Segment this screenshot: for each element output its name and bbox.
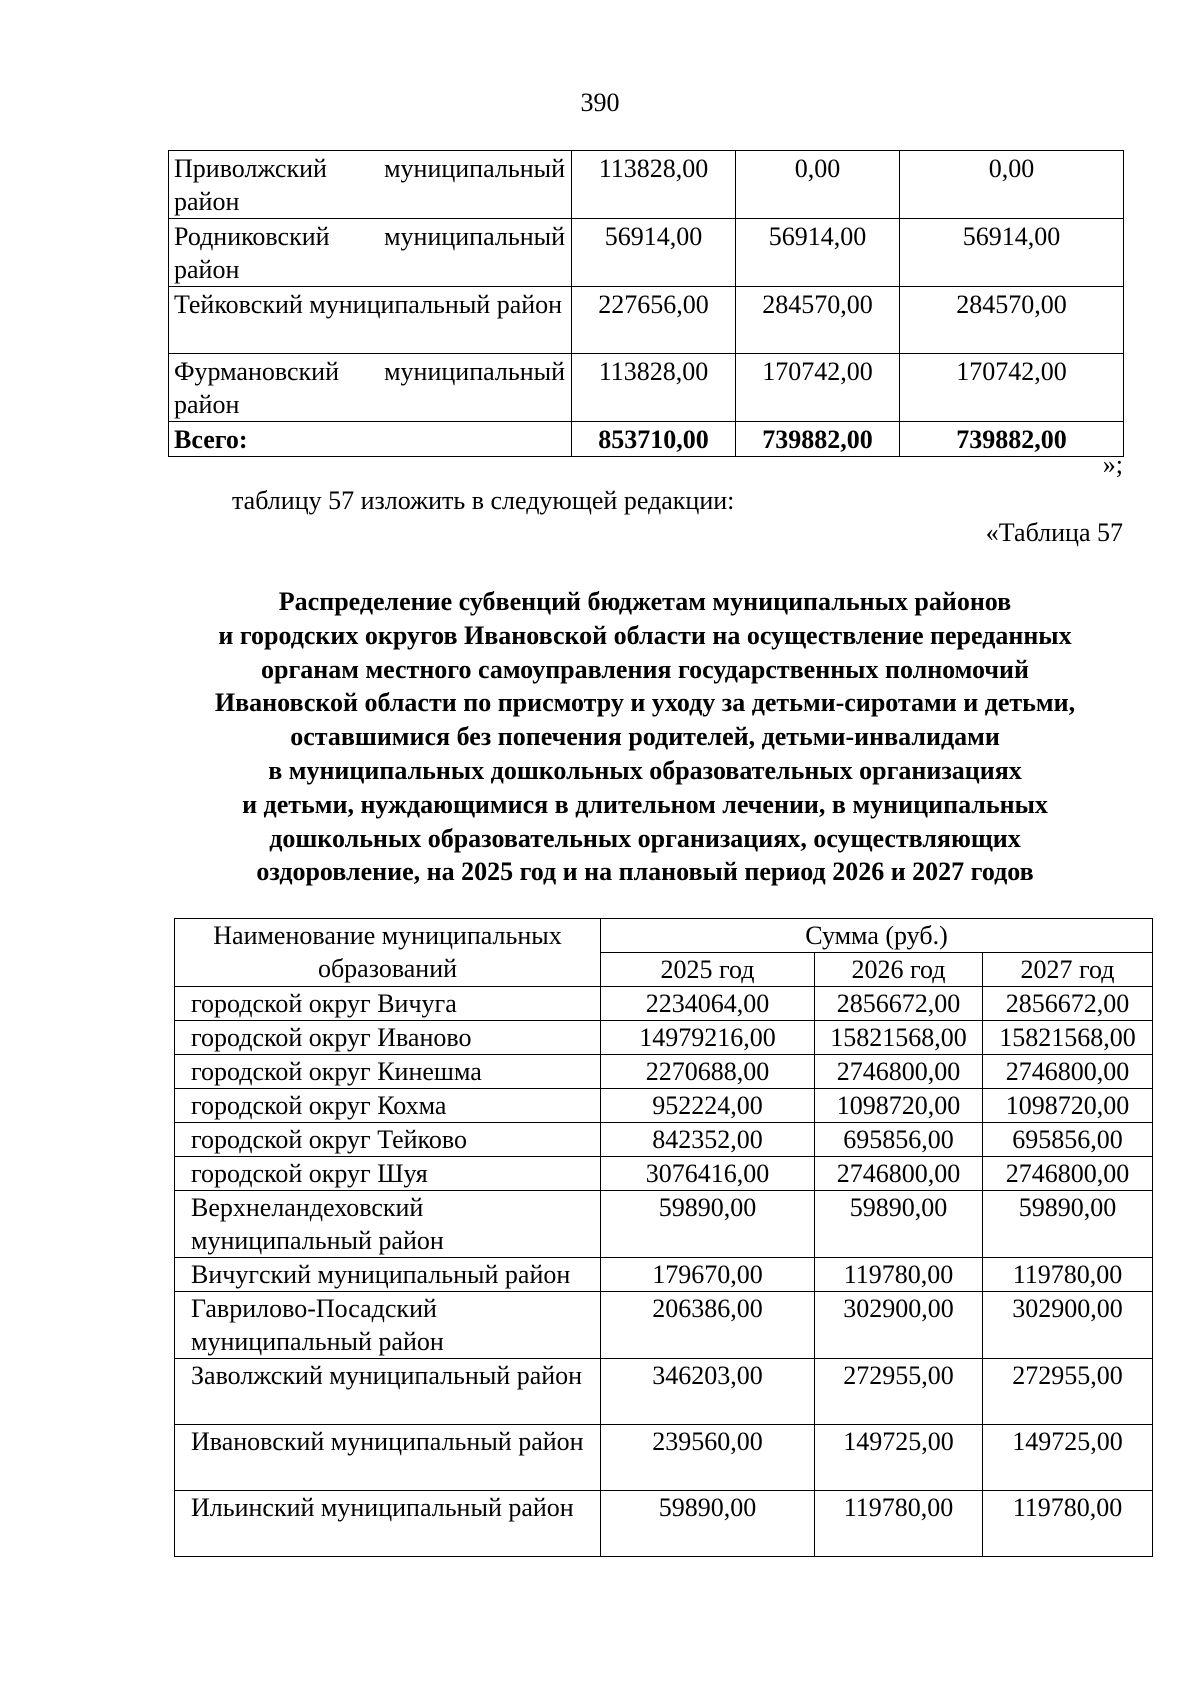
- table-row: [175, 1157, 1153, 1191]
- municipality-name-cell: Тейковский муниципальный район: [169, 287, 572, 354]
- municipality-name-cell: городской округ Вичуга: [175, 987, 601, 1021]
- amount-2027-cell: 170742,00: [900, 354, 1124, 422]
- table-row: [169, 219, 1124, 287]
- amount-2027-cell: 2746800,00: [983, 1055, 1153, 1089]
- amount-2026-cell: 272955,00: [815, 1359, 983, 1425]
- table-57-body: [175, 987, 1153, 1557]
- amount-2026-cell: 15821568,00: [815, 1021, 983, 1055]
- municipality-name-cell: Ильинский муниципальный район: [175, 1491, 601, 1557]
- amount-2027-cell: 59890,00: [983, 1191, 1153, 1258]
- amount-2026-cell: 119780,00: [815, 1258, 983, 1292]
- municipality-name-cell: городской округ Тейково: [175, 1123, 601, 1157]
- column-header-2025: 2025 год: [601, 953, 815, 987]
- table-title-line: Ивановской области по присмотру и уходу за детьми-сиротами и детьми,: [214, 688, 1076, 718]
- amount-2025-cell: 113828,00: [572, 151, 736, 219]
- amount-2027-cell: 739882,00: [900, 422, 1124, 457]
- amount-2027-cell: 119780,00: [983, 1258, 1153, 1292]
- table-title-line: и детьми, нуждающимися в длительном лечении, в муниципальных: [242, 789, 1048, 819]
- amendment-instruction: таблицу 57 изложить в следующей редакции:: [232, 486, 735, 515]
- amount-2027-cell: 119780,00: [983, 1491, 1153, 1557]
- column-header-sum: Сумма (руб.): [601, 919, 1153, 953]
- table-row: [169, 151, 1124, 219]
- table-row: [169, 287, 1124, 354]
- table-title-line: оздоровление, на 2025 год и на плановый период 2026 и 2027 годов: [256, 857, 1034, 887]
- municipality-name-cell: Заволжский муниципальный район: [175, 1359, 601, 1425]
- table-title-line: и городских округов Ивановской области на осуществление переданных: [218, 620, 1072, 650]
- amount-2025-cell: 2234064,00: [601, 987, 815, 1021]
- municipality-name-cell: Ивановский муниципальный район: [175, 1425, 601, 1491]
- amount-2027-cell: 1098720,00: [983, 1089, 1153, 1123]
- table-row: [169, 354, 1124, 422]
- closing-quote: »;: [1102, 450, 1123, 479]
- table-title-line: Распределение субвенций бюджетам муниципальных районов: [278, 587, 1012, 616]
- amount-2025-cell: 59890,00: [601, 1491, 815, 1557]
- amount-2025-cell: 113828,00: [572, 354, 736, 422]
- amount-2025-cell: 842352,00: [601, 1123, 815, 1157]
- table-row: [175, 1359, 1153, 1425]
- amount-2027-cell: 272955,00: [983, 1359, 1153, 1425]
- amount-2025-cell: 59890,00: [601, 1191, 815, 1258]
- amount-2026-cell: 302900,00: [815, 1292, 983, 1359]
- table-title: [130, 585, 1160, 889]
- amount-2026-cell: 2746800,00: [815, 1157, 983, 1191]
- amount-2027-cell: 0,00: [900, 151, 1124, 219]
- amount-2026-cell: 284570,00: [736, 287, 900, 354]
- previous-table-body: [169, 151, 1124, 457]
- amount-2026-cell: 2856672,00: [815, 987, 983, 1021]
- amount-2027-cell: 302900,00: [983, 1292, 1153, 1359]
- municipality-name-cell: Фурмановский муниципальный район: [169, 354, 572, 422]
- municipality-name-cell: Гаврилово-Посадский муниципальный район: [175, 1292, 601, 1359]
- page-number: 390: [580, 88, 620, 117]
- previous-subvention-table: [168, 150, 1124, 457]
- amount-2026-cell: 0,00: [736, 151, 900, 219]
- municipality-name-cell: городской округ Шуя: [175, 1157, 601, 1191]
- amount-2027-cell: 284570,00: [900, 287, 1124, 354]
- amount-2027-cell: 15821568,00: [983, 1021, 1153, 1055]
- column-header-name: Наименование муниципальных образований: [175, 919, 601, 987]
- amount-2025-cell: 346203,00: [601, 1359, 815, 1425]
- table-57-header: [175, 919, 1153, 987]
- amount-2025-cell: 3076416,00: [601, 1157, 815, 1191]
- amount-2025-cell: 227656,00: [572, 287, 736, 354]
- amount-2025-cell: 2270688,00: [601, 1055, 815, 1089]
- table-row: [175, 1425, 1153, 1491]
- total-row: [169, 422, 1124, 457]
- municipality-name-cell: Родниковский муниципальный район: [169, 219, 572, 287]
- table-title-line: оставшимися без попечения родителей, детьми-инвалидами: [290, 722, 1000, 752]
- municipality-name-cell: Приволжский муниципальный район: [169, 151, 572, 219]
- table-title-line: органам местного самоуправления государственных полномочий: [260, 654, 1029, 684]
- table-row: [175, 1021, 1153, 1055]
- table-row: [175, 1491, 1153, 1557]
- municipality-name-cell: Верхнеландеховский муниципальный район: [175, 1191, 601, 1258]
- table-row: [175, 1055, 1153, 1089]
- amount-2026-cell: 119780,00: [815, 1491, 983, 1557]
- municipality-name-cell: городской округ Кохма: [175, 1089, 601, 1123]
- column-header-2026: 2026 год: [815, 953, 983, 987]
- municipality-name-cell: Вичугский муниципальный район: [175, 1258, 601, 1292]
- table-row: [175, 1089, 1153, 1123]
- amount-2025-cell: 952224,00: [601, 1089, 815, 1123]
- amount-2026-cell: 170742,00: [736, 354, 900, 422]
- amount-2025-cell: 239560,00: [601, 1425, 815, 1491]
- table-57: [174, 918, 1153, 1557]
- amount-2027-cell: 2746800,00: [983, 1157, 1153, 1191]
- amount-2025-cell: 179670,00: [601, 1258, 815, 1292]
- table-row: [175, 1123, 1153, 1157]
- amount-2026-cell: 56914,00: [736, 219, 900, 287]
- municipality-name-cell: городской округ Кинешма: [175, 1055, 601, 1089]
- amount-2025-cell: 14979216,00: [601, 1021, 815, 1055]
- table-row: [175, 1191, 1153, 1258]
- table-row: [175, 987, 1153, 1021]
- amount-2025-cell: 206386,00: [601, 1292, 815, 1359]
- column-header-2027: 2027 год: [983, 953, 1153, 987]
- amount-2027-cell: 56914,00: [900, 219, 1124, 287]
- amount-2026-cell: 2746800,00: [815, 1055, 983, 1089]
- municipality-name-cell: Всего:: [169, 422, 572, 457]
- amount-2027-cell: 2856672,00: [983, 987, 1153, 1021]
- amount-2026-cell: 149725,00: [815, 1425, 983, 1491]
- amount-2027-cell: 149725,00: [983, 1425, 1153, 1491]
- table-label: «Таблица 57: [985, 518, 1123, 547]
- table-row: [175, 1292, 1153, 1359]
- amount-2026-cell: 695856,00: [815, 1123, 983, 1157]
- table-title-line: дошкольных образовательных организациях, осуществляющих: [269, 823, 1021, 853]
- amount-2025-cell: 853710,00: [572, 422, 736, 457]
- amount-2027-cell: 695856,00: [983, 1123, 1153, 1157]
- table-row: [175, 1258, 1153, 1292]
- table-title-line: в муниципальных дошкольных образовательных организациях: [268, 755, 1022, 785]
- amount-2025-cell: 56914,00: [572, 219, 736, 287]
- municipality-name-cell: городской округ Иваново: [175, 1021, 601, 1055]
- amount-2026-cell: 739882,00: [736, 422, 900, 457]
- amount-2026-cell: 59890,00: [815, 1191, 983, 1258]
- amount-2026-cell: 1098720,00: [815, 1089, 983, 1123]
